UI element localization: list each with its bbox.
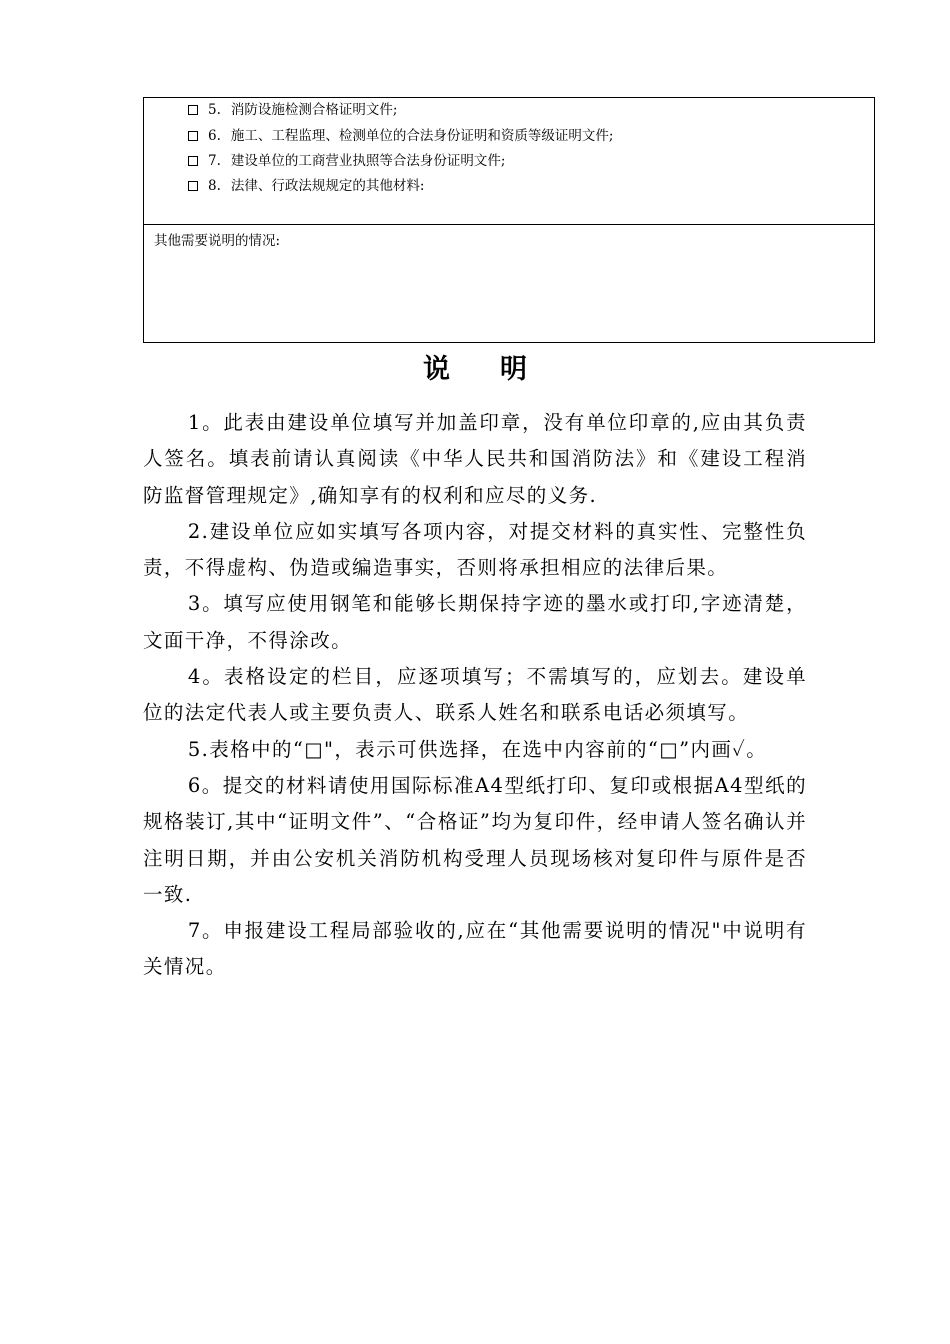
- checklist-item-7: [188, 150, 505, 172]
- item-text: 法律、行政法规规定的其他材料:: [230, 178, 425, 194]
- other-notes-cell[interactable]: [144, 225, 874, 342]
- item-number: 7.: [208, 153, 221, 169]
- checkbox[interactable]: [188, 156, 198, 166]
- note-1: 1。此表由建设单位填写并加盖印章，没有单位印章的,应由其负责人签名。填表前请认真阅读《中华人民共和国消防法》和《建设工程消防监督管理规定》,确知享有的权利和应尽的义务.: [143, 411, 807, 507]
- item-number: 8.: [208, 178, 221, 194]
- note-4: 4。表格设定的栏目，应逐项填写；不需填写的，应划去。建设单位的法定代表人或主要负责人、联系人姓名和联系电话必须填写。: [143, 665, 807, 725]
- explanation-title: 说明: [423, 354, 577, 385]
- note-5: 5.表格中的“□"，表示可供选择，在选中内容前的“□”内画✓。: [187, 737, 768, 761]
- checkbox[interactable]: [188, 181, 198, 191]
- item-number: 6.: [208, 128, 221, 144]
- item-text: 建设单位的工商营业执照等合法身份证明文件;: [230, 153, 506, 169]
- materials-form-table: [143, 97, 875, 343]
- checkbox[interactable]: [188, 105, 198, 115]
- checkbox[interactable]: [188, 131, 198, 141]
- materials-checklist-cell: [144, 98, 874, 225]
- note-2: 2.建设单位应如实填写各项内容，对提交材料的真实性、完整性负责，不得虚构、伪造或编造事实，否则将承担相应的法律后果。: [143, 519, 807, 580]
- checklist-item-5: [188, 99, 397, 121]
- note-6: 6。提交的材料请使用国际标准A4型纸打印、复印或根据A4型纸的规格装订,其中“证明文件”、“合格证”均为复印件，经申请人签名确认并注明日期，并由公安机关消防机构受理人员现场核对复印件与原件是否一致.: [143, 773, 807, 906]
- checklist-item-8: [188, 175, 424, 197]
- checklist-item-6: [188, 125, 613, 147]
- note-7: 7。申报建设工程局部验收的,应在“其他需要说明的情况"中说明有关情况。: [143, 919, 807, 979]
- explanation-notes: [143, 405, 807, 986]
- item-text: 消防设施检测合格证明文件;: [230, 102, 398, 118]
- note-3: 3。填写应使用钢笔和能够长期保持字迹的墨水或打印,字迹清楚，文面干净，不得涂改。: [143, 592, 807, 652]
- other-notes-label: 其他需要说明的情况:: [154, 233, 281, 249]
- item-text: 施工、工程监理、检测单位的合法身份证明和资质等级证明文件;: [230, 128, 614, 144]
- item-number: 5.: [208, 102, 221, 118]
